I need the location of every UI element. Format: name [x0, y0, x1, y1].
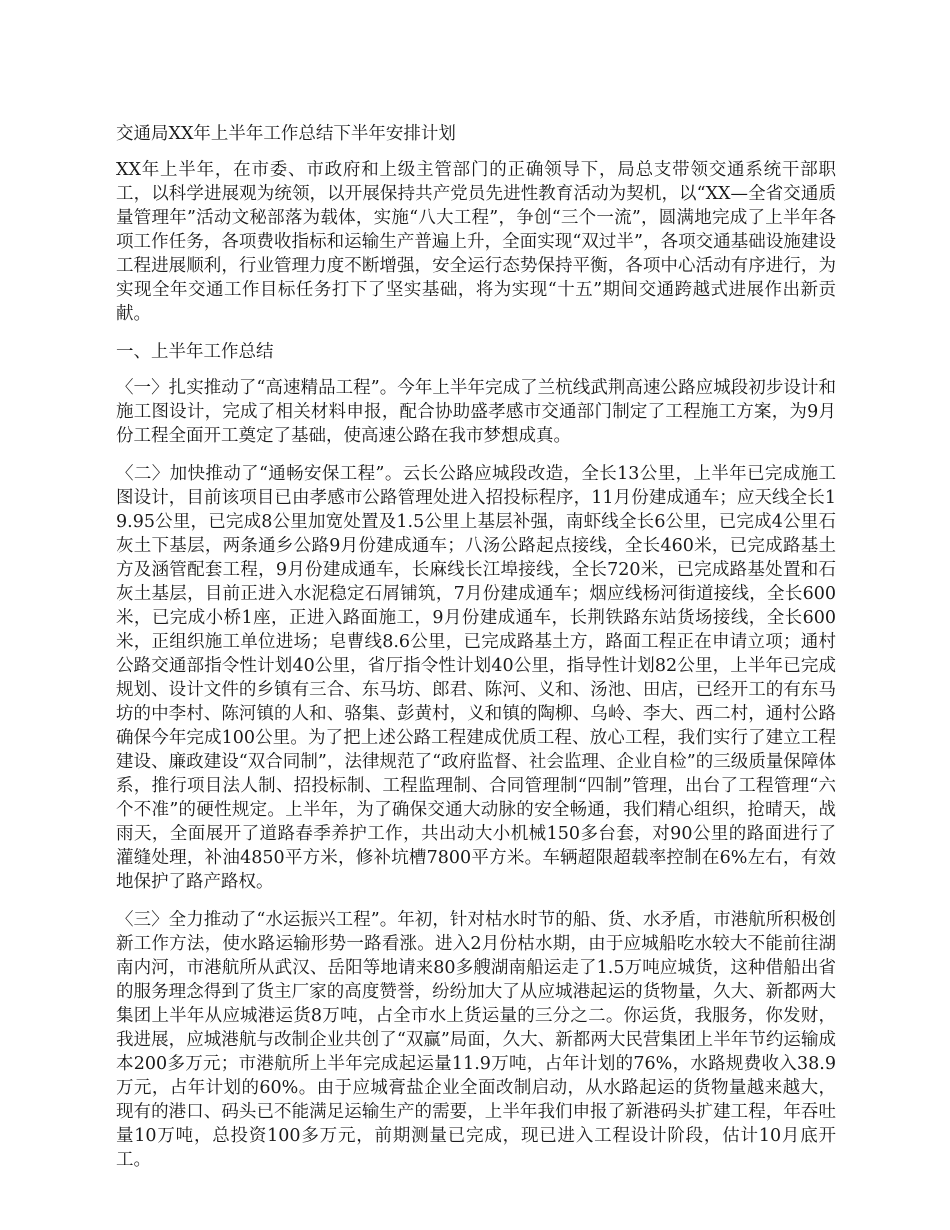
section-heading-summary: 一、上半年工作总结 [116, 342, 274, 362]
document-page [116, 122, 836, 1186]
intro-paragraph: XX年上半年，在市委、市政府和上级主管部门的正确领导下，局总支带领交通系统干部职工，以科学进展观为统领，以开展保持共产党员先进性教育活动为契机，以“XX—全省交通质量管理年”活动文秘部落为载体，实施“八大工程”，争创“三个一流”，圆满地完成了上半年各项工作任务，各项费收指标和运输生产普遍上升，全面实现“双过半”，各项交通基础设施建设工程进展顺利，行业管理力度不断增强，安全运行态势保持平衡，各项中心活动有序进行，为实现全年交通工作目标任务打下了坚实基础，将为实现“十五”期间交通跨越式进展作出新贡献。 [116, 160, 836, 324]
summary-item-2: 〈二〉加快推动了“通畅安保工程”。云长公路应城段改造，全长13公里，上半年已完成施工图设计，目前该项目已由孝感市公路管理处进入招投标程序，11月份建成通车；应天线全长19.95公里，已完成8公里加宽处置及1.5公里上基层补强，南虾线全长6公里，已完成4公里石灰土下基层，两条通乡公路9月份建成通车；八汤公路起点接线，全长460米，已完成路基土方及涵管配套工程，9月份建成通车，长麻线长江埠接线，全长720米，已完成路基处置和石灰土基层，目前正进入水泥稳定石屑铺筑，7月份建成通车；烟应线杨河街道接线，全长600米，已完成小桥1座，正进入路面施工，9月份建成通车，长荆铁路东站货场接线，全长600米，正组织施工单位进场；皂曹线8.6公里，已完成路基土方，路面工程正在申请立项；通村公路交通部指令性计划40公里，省厅指令性计划40公里，指导性计划82公里，上半年已完成规划、设计文件的乡镇有三合、东马坊、郎君、陈河、义和、汤池、田店，已经开工的有东马坊的中李村、陈河镇的人和、骆集、彭黄村，义和镇的陶柳、乌岭、李大、西二村，通村公路确保今年完成100公里。为了把上述公路工程建成优质工程、放心工程，我们实行了建立工程建设、廉政建设“双合同制”，法律规范了“政府监督、社会监理、企业自检”的三级质量保障体系，推行项目法人制、招投标制、工程监理制、合同管理制“四制”管理，出台了工程管理“六个不准”的硬性规定。上半年，为了确保交通大动脉的安全畅通，我们精心组织，抢晴天，战雨天，全面展开了道路春季养护工作，共出动大小机械150多台套，对90公里的路面进行了灌缝处理，补油4850平方米，修补坑槽7800平方米。车辆超限超载率控制在6%左右，有效地保护了路产路权。 [116, 464, 836, 892]
summary-item-3: 〈三〉全力推动了“水运振兴工程”。年初，针对枯水时节的船、货、水矛盾，市港航所积极创新工作方法，使水路运输形势一路看涨。进入2月份枯水期，由于应城船吃水较大不能前往湖南内河，市港航所从武汉、岳阳等地请来80多艘湖南船运走了1.5万吨应城货，这种借船出省的服务理念得到了货主厂家的高度赞誉，纷纷加大了从应城港起运的货物量，久大、新都两大集团上半年从应城港运货8万吨，占全市水上货运量的三分之二。你运货，我服务，你发财，我进展，应城港航与改制企业共创了“双赢”局面，久大、新都两大民营集团上半年节约运输成本200多万元；市港航所上半年完成起运量11.9万吨，占年计划的76%，水路规费收入38.9万元，占年计划的60%。由于应城膏盐企业全面改制启动，从水路起运的货物量越来越大，现有的港口、码头已不能满足运输生产的需要，上半年我们申报了新港码头扩建工程，年吞吐量10万吨，总投资100多万元，前期测量已完成，现已进入工程设计阶段，估计10月底开工。 [116, 910, 836, 1170]
document-title: 交通局XX年上半年工作总结下半年安排计划 [116, 124, 456, 144]
summary-item-1: 〈一〉扎实推动了“高速精品工程”。今年上半年完成了兰杭线武荆高速公路应城段初步设计和施工图设计，完成了相关材料申报，配合协助盛孝感市交通部门制定了工程施工方案，为9月份工程全面开工奠定了基础，使高速公路在我市梦想成真。 [116, 378, 836, 446]
